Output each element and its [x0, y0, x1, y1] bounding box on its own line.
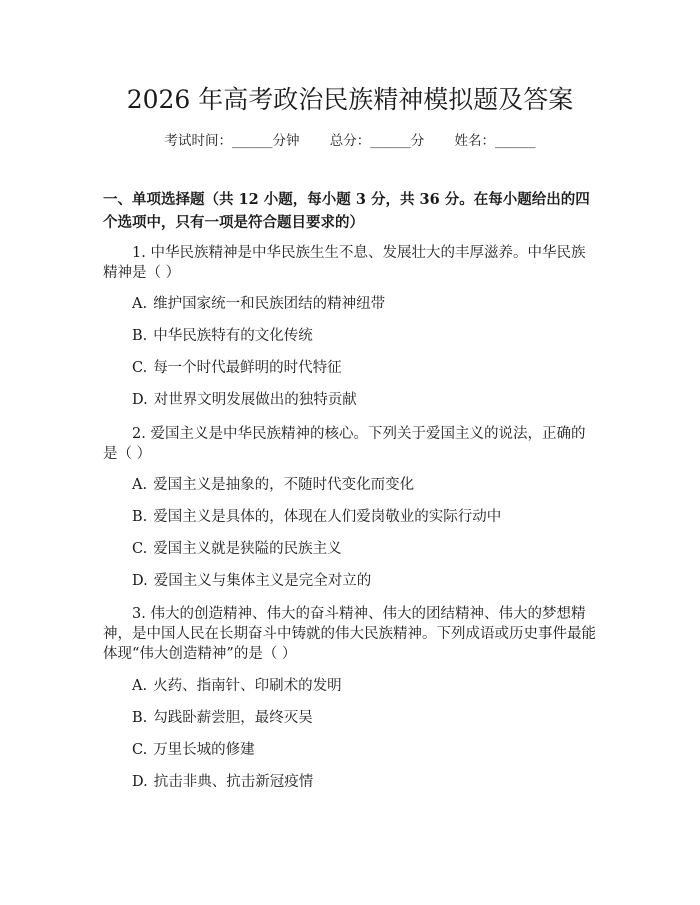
total-score-field: 总分：______分	[329, 133, 425, 149]
option-text: 中华民族特有的文化传统	[153, 328, 313, 344]
option-text: 爱国主义与集体主义是完全对立的	[153, 573, 372, 589]
option-text: 抗击非典、抗击新冠疫情	[153, 774, 314, 790]
option-text: 爱国主义是具体的，体现在人们爱岗敬业的实际行动中	[153, 509, 502, 525]
option-letter: C.	[132, 541, 148, 557]
option-letter: B.	[132, 509, 148, 525]
option-letter: A.	[132, 296, 148, 312]
option-text: 火药、指南针、印刷术的发明	[153, 678, 342, 694]
question-1-option-a	[132, 294, 597, 314]
option-text: 万里长城的修建	[153, 742, 255, 758]
question-3-option-b	[132, 708, 597, 728]
option-letter: C.	[132, 360, 148, 376]
option-letter: B.	[132, 710, 148, 726]
question-2-option-b	[132, 507, 597, 527]
option-letter: A.	[132, 477, 148, 493]
option-letter: C.	[132, 742, 148, 758]
option-text: 对世界文明发展做出的独特贡献	[153, 392, 357, 408]
question-2-option-a	[132, 475, 597, 495]
section-heading-single-choice: 一、单项选择题（共 12 小题，每小题 3 分，共 36 分。在每小题给出的四个选项中，只有一项是符合题目要求的）	[103, 191, 590, 231]
question-1-option-c	[132, 358, 597, 378]
exam-time-field: 考试时间：______分钟	[164, 133, 300, 149]
question-2-option-d	[132, 571, 597, 591]
question-3-option-c	[132, 740, 597, 760]
option-text: 每一个时代最鲜明的时代特征	[153, 360, 342, 376]
option-letter: D.	[132, 392, 148, 408]
student-name-field: 姓名：______	[454, 133, 536, 149]
question-3-stem: 3. 伟大的创造精神、伟大的奋斗精神、伟大的团结精神、伟大的梦想精神，是中国人民在长期奋斗中铸就的伟大民族精神。下列成语或历史事件最能体现“伟大创造精神”的是（ ）	[103, 606, 596, 662]
option-letter: D.	[132, 573, 148, 589]
question-2-option-c	[132, 539, 597, 559]
option-letter: D.	[132, 774, 148, 790]
question-1-option-b	[132, 326, 597, 346]
exam-meta	[0, 130, 700, 152]
document-title: 2026 年高考政治民族精神模拟题及答案	[126, 85, 574, 114]
question-3-option-a	[132, 676, 597, 696]
option-letter: A.	[132, 678, 148, 694]
question-1-option-d	[132, 390, 597, 410]
option-letter: B.	[132, 328, 148, 344]
question-2-stem: 2. 爱国主义是中华民族精神的核心。下列关于爱国主义的说法，正确的是（ ）	[103, 426, 586, 462]
question-3-option-d	[132, 772, 597, 792]
question-1-stem: 1. 中华民族精神是中华民族生生不息、发展壮大的丰厚滋养。中华民族精神是（ ）	[103, 245, 586, 281]
option-text: 爱国主义就是狭隘的民族主义	[153, 541, 342, 557]
option-text: 爱国主义是抽象的，不随时代变化而变化	[153, 477, 415, 493]
option-text: 维护国家统一和民族团结的精神纽带	[153, 296, 386, 312]
option-text: 勾践卧薪尝胆，最终灭吴	[153, 710, 313, 726]
